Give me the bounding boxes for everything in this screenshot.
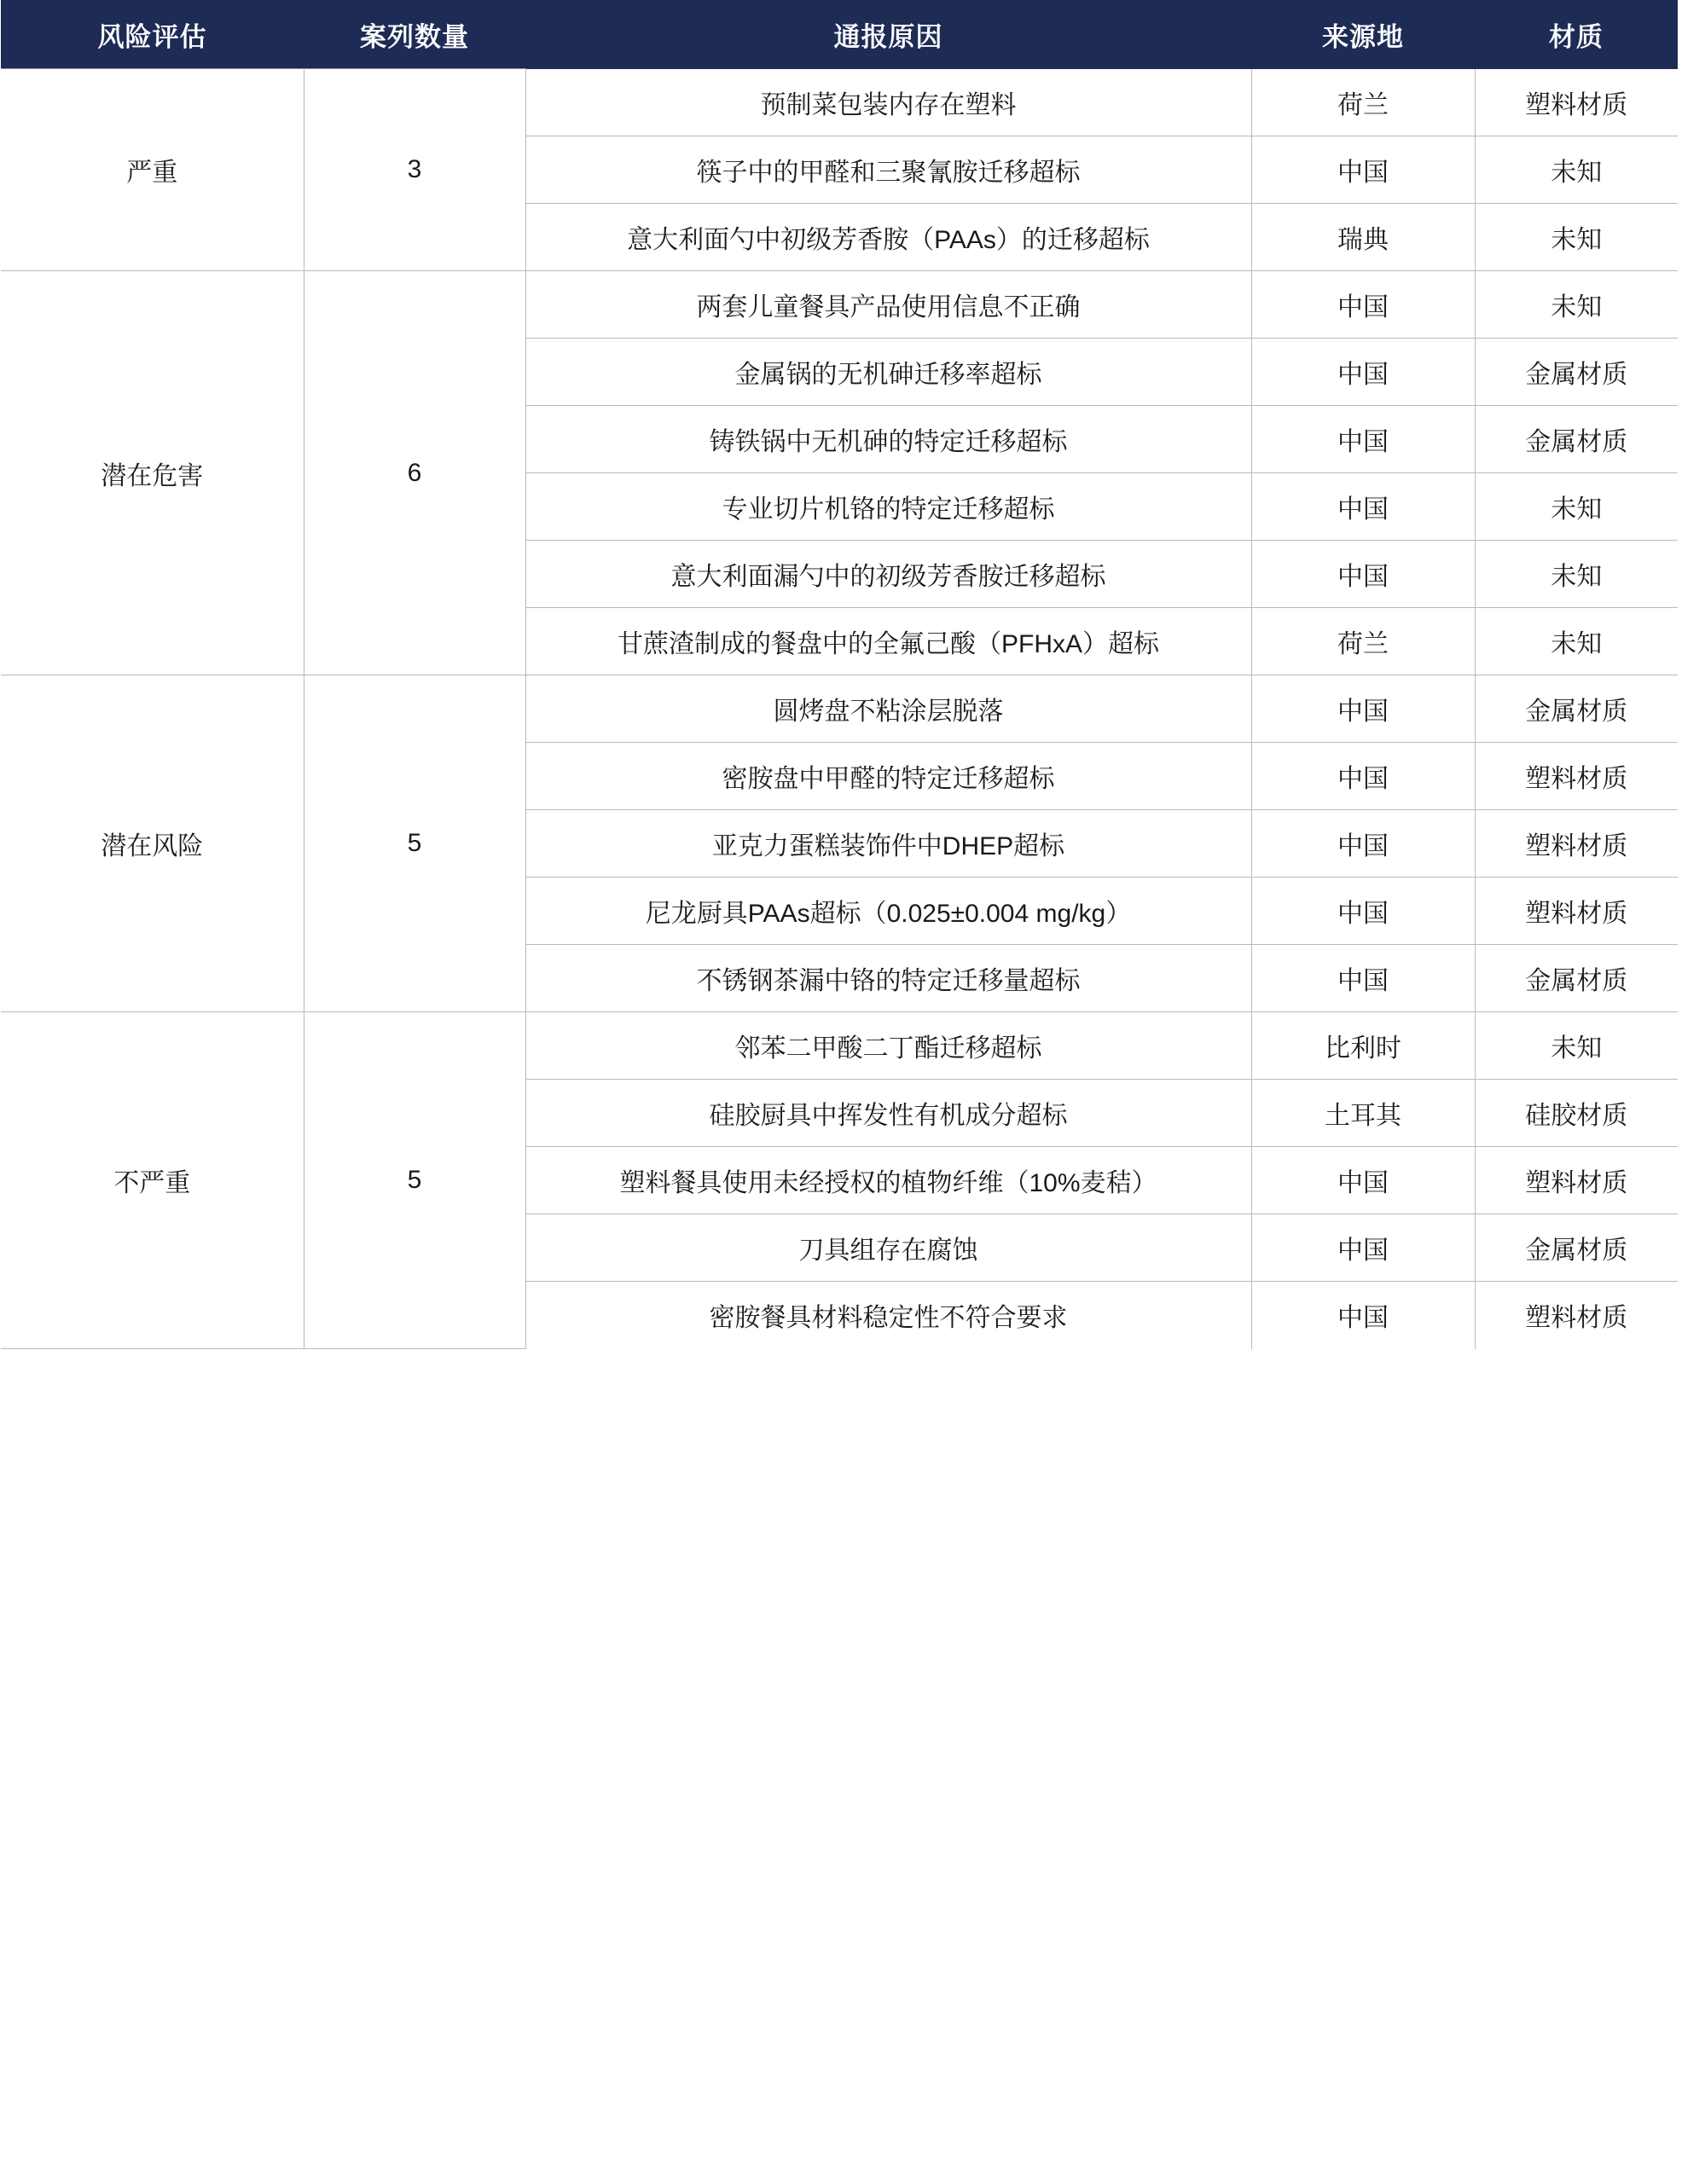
cell-reason: 筷子中的甲醛和三聚氰胺迁移超标 xyxy=(525,136,1251,204)
table-row xyxy=(1,675,1678,743)
cell-material: 未知 xyxy=(1475,136,1678,204)
cell-reason: 密胺盘中甲醛的特定迁移超标 xyxy=(525,743,1251,810)
cell-reason: 邻苯二甲酸二丁酯迁移超标 xyxy=(525,1012,1251,1080)
cell-origin: 中国 xyxy=(1251,339,1475,406)
cell-case-count: 5 xyxy=(304,1012,525,1349)
cell-reason: 刀具组存在腐蚀 xyxy=(525,1214,1251,1282)
cell-origin: 中国 xyxy=(1251,1214,1475,1282)
cell-reason: 专业切片机铬的特定迁移超标 xyxy=(525,473,1251,541)
cell-origin: 中国 xyxy=(1251,743,1475,810)
cell-origin: 比利时 xyxy=(1251,1012,1475,1080)
cell-material: 塑料材质 xyxy=(1475,810,1678,878)
cell-reason: 预制菜包装内存在塑料 xyxy=(525,69,1251,136)
cell-material: 塑料材质 xyxy=(1475,878,1678,945)
cell-origin: 中国 xyxy=(1251,473,1475,541)
cell-material: 金属材质 xyxy=(1475,945,1678,1012)
cell-reason: 不锈钢茶漏中铬的特定迁移量超标 xyxy=(525,945,1251,1012)
table-row xyxy=(1,69,1678,136)
cell-origin: 中国 xyxy=(1251,878,1475,945)
cell-origin: 中国 xyxy=(1251,271,1475,339)
column-header-count: 案列数量 xyxy=(304,0,525,69)
cell-risk-level: 潜在风险 xyxy=(1,675,304,1012)
table-row xyxy=(1,1012,1678,1080)
cell-reason: 密胺餐具材料稳定性不符合要求 xyxy=(525,1282,1251,1349)
column-header-origin: 来源地 xyxy=(1251,0,1475,69)
column-header-material: 材质 xyxy=(1475,0,1678,69)
cell-material: 塑料材质 xyxy=(1475,69,1678,136)
cell-reason: 铸铁锅中无机砷的特定迁移超标 xyxy=(525,406,1251,473)
cell-material: 未知 xyxy=(1475,608,1678,675)
cell-case-count: 6 xyxy=(304,271,525,675)
table-header xyxy=(1,0,1678,69)
cell-origin: 中国 xyxy=(1251,945,1475,1012)
cell-case-count: 5 xyxy=(304,675,525,1012)
cell-material: 未知 xyxy=(1475,1012,1678,1080)
cell-origin: 中国 xyxy=(1251,541,1475,608)
table-row xyxy=(1,271,1678,339)
cell-origin: 中国 xyxy=(1251,1282,1475,1349)
cell-origin: 中国 xyxy=(1251,406,1475,473)
cell-risk-level: 不严重 xyxy=(1,1012,304,1349)
cell-material: 金属材质 xyxy=(1475,339,1678,406)
cell-origin: 中国 xyxy=(1251,1147,1475,1214)
cell-reason: 圆烤盘不粘涂层脱落 xyxy=(525,675,1251,743)
cell-material: 金属材质 xyxy=(1475,406,1678,473)
column-header-risk: 风险评估 xyxy=(1,0,304,69)
cell-origin: 土耳其 xyxy=(1251,1080,1475,1147)
cell-reason: 意大利面勺中初级芳香胺（PAAs）的迁移超标 xyxy=(525,204,1251,271)
cell-reason: 塑料餐具使用未经授权的植物纤维（10%麦秸） xyxy=(525,1147,1251,1214)
cell-material: 未知 xyxy=(1475,541,1678,608)
cell-origin: 荷兰 xyxy=(1251,608,1475,675)
cell-material: 塑料材质 xyxy=(1475,743,1678,810)
cell-origin: 中国 xyxy=(1251,675,1475,743)
cell-material: 硅胶材质 xyxy=(1475,1080,1678,1147)
cell-origin: 中国 xyxy=(1251,810,1475,878)
cell-reason: 尼龙厨具PAAs超标（0.025±0.004 mg/kg） xyxy=(525,878,1251,945)
cell-origin: 荷兰 xyxy=(1251,69,1475,136)
table-body xyxy=(1,69,1678,1349)
cell-reason: 亚克力蛋糕装饰件中DHEP超标 xyxy=(525,810,1251,878)
column-header-reason: 通报原因 xyxy=(525,0,1251,69)
cell-material: 金属材质 xyxy=(1475,675,1678,743)
cell-material: 未知 xyxy=(1475,473,1678,541)
table-header-row xyxy=(1,0,1678,69)
cell-material: 未知 xyxy=(1475,204,1678,271)
cell-origin: 中国 xyxy=(1251,136,1475,204)
cell-material: 金属材质 xyxy=(1475,1214,1678,1282)
cell-risk-level: 潜在危害 xyxy=(1,271,304,675)
cell-case-count: 3 xyxy=(304,69,525,271)
cell-reason: 两套儿童餐具产品使用信息不正确 xyxy=(525,271,1251,339)
cell-material: 未知 xyxy=(1475,271,1678,339)
cell-reason: 金属锅的无机砷迁移率超标 xyxy=(525,339,1251,406)
cell-risk-level: 严重 xyxy=(1,69,304,271)
cell-reason: 意大利面漏勺中的初级芳香胺迁移超标 xyxy=(525,541,1251,608)
risk-assessment-table xyxy=(1,0,1678,1349)
cell-reason: 甘蔗渣制成的餐盘中的全氟己酸（PFHxA）超标 xyxy=(525,608,1251,675)
cell-material: 塑料材质 xyxy=(1475,1147,1678,1214)
cell-reason: 硅胶厨具中挥发性有机成分超标 xyxy=(525,1080,1251,1147)
cell-material: 塑料材质 xyxy=(1475,1282,1678,1349)
cell-origin: 瑞典 xyxy=(1251,204,1475,271)
